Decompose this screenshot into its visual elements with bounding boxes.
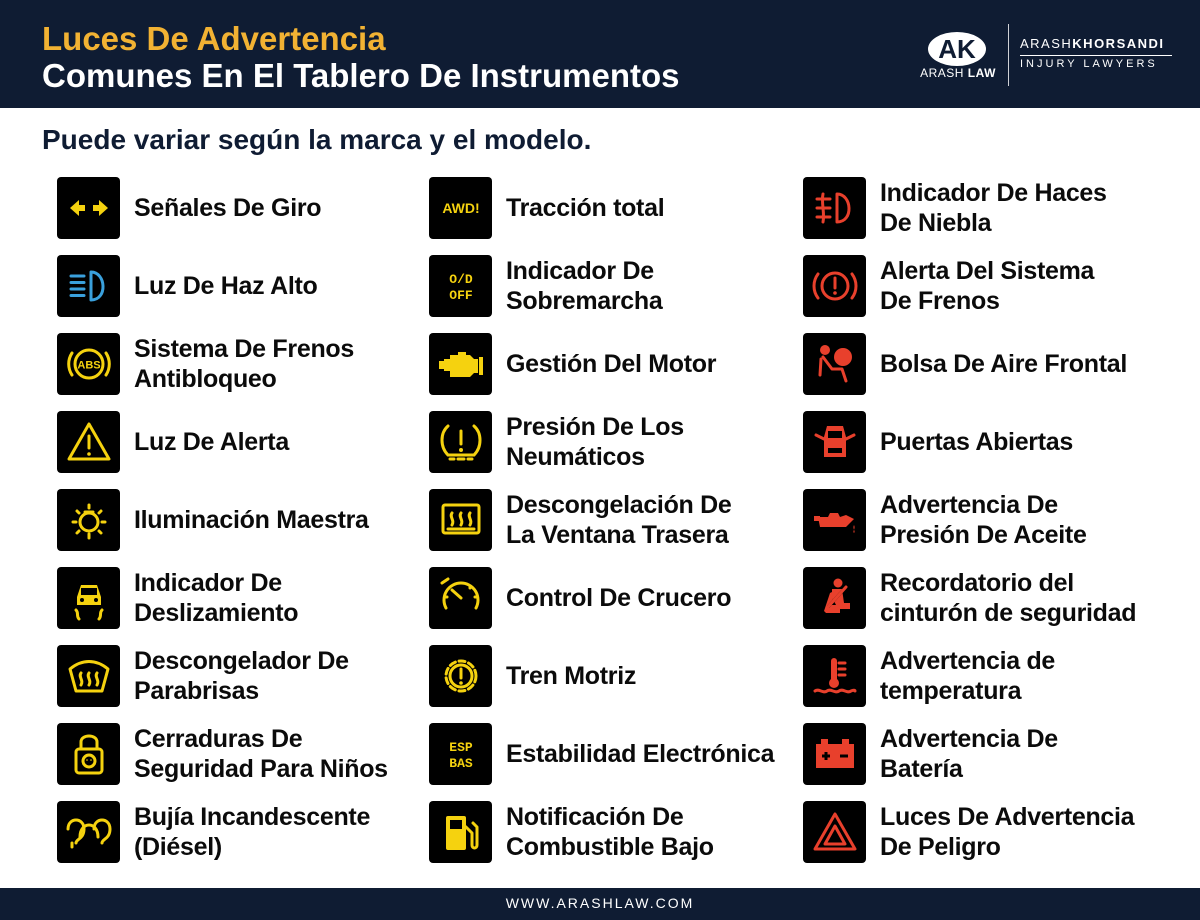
label-line: Advertencia De	[880, 725, 1058, 753]
master-lighting-icon	[57, 489, 120, 551]
label-line: cinturón de seguridad	[880, 599, 1137, 627]
warning-light-item	[429, 254, 663, 318]
label-line: (Diésel)	[134, 833, 222, 861]
label-line: De Peligro	[880, 833, 1001, 861]
awd-icon	[429, 177, 492, 239]
warning-light-label	[134, 646, 349, 706]
label-line: Control De Crucero	[506, 584, 732, 612]
high-beam-icon	[57, 255, 120, 317]
warning-light-label	[880, 178, 1107, 238]
label-line: temperatura	[880, 677, 1022, 705]
warning-light-label	[506, 193, 664, 223]
firm-name-first: ARASH	[1020, 36, 1073, 51]
warning-light-label	[880, 427, 1073, 457]
fog-light-icon	[803, 177, 866, 239]
label-line: Sobremarcha	[506, 287, 663, 315]
battery-icon	[803, 723, 866, 785]
warning-light-label	[880, 802, 1134, 862]
warning-light-item	[429, 410, 684, 474]
skid-icon	[57, 567, 120, 629]
warning-light-label	[134, 271, 317, 301]
engine-icon	[429, 333, 492, 395]
warning-light-item	[57, 566, 298, 630]
label-line: Luz De Haz Alto	[134, 272, 318, 300]
warning-light-label	[506, 349, 716, 379]
windshield-defrost-icon	[57, 645, 120, 707]
turn-signals-icon	[57, 177, 120, 239]
page-title-line1: Luces De Advertencia	[42, 20, 386, 57]
warning-light-item	[57, 800, 370, 864]
label-line: Batería	[880, 755, 963, 783]
glow-plug-icon	[57, 801, 120, 863]
label-line: Alerta Del Sistema	[880, 257, 1095, 285]
label-line: Cerraduras De	[134, 725, 303, 753]
label-line: Puertas Abiertas	[880, 428, 1073, 456]
warning-light-item	[429, 644, 636, 708]
abs-icon	[57, 333, 120, 395]
svg-text:ABS: ABS	[76, 359, 101, 372]
logo-divider	[1008, 24, 1009, 86]
warning-light-item	[429, 800, 714, 864]
page-title-line2: Comunes En El Tablero De Instrumentos	[42, 57, 680, 94]
label-line: Estabilidad Electrónica	[506, 740, 775, 768]
tire-pressure-icon	[429, 411, 492, 473]
warning-light-item	[803, 566, 1136, 630]
label-line: Bolsa De Aire Frontal	[880, 350, 1127, 378]
warning-light-item	[803, 410, 1073, 474]
label-line: Neumáticos	[506, 443, 645, 471]
label-line: Recordatorio del	[880, 569, 1074, 597]
label-line: Indicador De Haces	[880, 179, 1107, 207]
warning-light-label	[880, 724, 1058, 784]
firm-name-last: KHORSANDI	[1072, 36, 1165, 51]
fuel-icon	[429, 801, 492, 863]
label-line: Descongelador De	[134, 647, 349, 675]
warning-light-item	[803, 254, 1094, 318]
warning-light-label	[134, 724, 388, 784]
warning-light-label	[134, 427, 289, 457]
label-line: Presión De Los	[506, 413, 684, 441]
brake-alert-icon	[803, 255, 866, 317]
warning-light-label	[506, 412, 684, 472]
warning-light-label	[880, 646, 1055, 706]
temperature-icon	[803, 645, 866, 707]
label-line: Indicador De	[506, 257, 654, 285]
door-open-icon	[803, 411, 866, 473]
warning-light-label	[134, 802, 370, 862]
label-line: Señales De Giro	[134, 194, 322, 222]
label-line: Notificación De	[506, 803, 684, 831]
label-line: Gestión Del Motor	[506, 350, 717, 378]
warning-light-item	[803, 488, 1087, 552]
rear-defrost-icon	[429, 489, 492, 551]
warning-light-item	[429, 566, 731, 630]
cruise-control-icon	[429, 567, 492, 629]
subtitle: Puede variar según la marca y el modelo.	[42, 124, 592, 155]
label-line: Parabrisas	[134, 677, 259, 705]
ak-logo-mark-text: AK	[938, 34, 976, 64]
svg-text:O/D: O/D	[448, 272, 473, 287]
warning-light-item	[803, 176, 1107, 240]
warning-light-label	[134, 193, 321, 223]
hazard-icon	[803, 801, 866, 863]
warning-light-item	[57, 410, 289, 474]
warning-light-label	[134, 505, 369, 535]
logo-caption-suffix: LAW	[967, 66, 996, 80]
label-line: De Frenos	[880, 287, 1000, 315]
label-line: Combustible Bajo	[506, 833, 714, 861]
label-line: Luces De Advertencia	[880, 803, 1135, 831]
label-line: Tracción total	[506, 194, 665, 222]
warning-light-item	[429, 332, 716, 396]
warning-triangle-icon	[57, 411, 120, 473]
svg-text:BAS: BAS	[448, 756, 473, 771]
warning-light-item	[803, 722, 1058, 786]
esp-bas-icon	[429, 723, 492, 785]
seatbelt-icon	[803, 567, 866, 629]
label-line: Luz De Alerta	[134, 428, 289, 456]
warning-light-label	[134, 568, 298, 628]
label-line: De Niebla	[880, 209, 992, 237]
warning-light-item	[429, 488, 732, 552]
warning-lights-grid	[57, 176, 1200, 876]
label-line: Deslizamiento	[134, 599, 299, 627]
label-line: Iluminación Maestra	[134, 506, 369, 534]
warning-light-item	[57, 488, 369, 552]
overdrive-off-icon	[429, 255, 492, 317]
label-line: Sistema De Frenos	[134, 335, 354, 363]
oil-pressure-icon	[803, 489, 866, 551]
svg-text:OFF: OFF	[448, 288, 473, 303]
label-line: Advertencia De	[880, 491, 1058, 519]
warning-light-label	[506, 661, 636, 691]
label-line: Bujía Incandescente	[134, 803, 371, 831]
warning-light-label	[134, 334, 354, 394]
warning-light-label	[506, 739, 774, 769]
warning-light-item	[803, 644, 1055, 708]
child-lock-icon	[57, 723, 120, 785]
warning-light-label	[880, 490, 1087, 550]
firm-rule	[1020, 55, 1172, 56]
label-line: Descongelación De	[506, 491, 732, 519]
footer-banner	[0, 888, 1200, 920]
svg-text:AWD!: AWD!	[441, 200, 480, 216]
warning-light-item	[429, 176, 664, 240]
label-line: Presión De Aceite	[880, 521, 1087, 549]
warning-light-label	[880, 349, 1127, 379]
warning-light-item	[57, 644, 349, 708]
warning-light-label	[506, 583, 731, 613]
warning-light-label	[880, 256, 1094, 316]
warning-light-label	[880, 568, 1136, 628]
svg-text:ESP: ESP	[448, 740, 473, 755]
warning-light-item	[803, 800, 1134, 864]
powertrain-icon	[429, 645, 492, 707]
warning-light-label	[506, 802, 714, 862]
logo-caption	[918, 66, 998, 80]
warning-light-item	[57, 332, 354, 396]
label-line: Tren Motriz	[506, 662, 637, 690]
label-line: Indicador De	[134, 569, 282, 597]
firm-name	[1020, 36, 1165, 51]
warning-light-label	[506, 490, 732, 550]
label-line: La Ventana Trasera	[506, 521, 729, 549]
logo-caption-prefix: ARASH	[920, 66, 964, 80]
label-line: Antibloqueo	[134, 365, 277, 393]
warning-light-item	[429, 722, 774, 786]
warning-light-item	[57, 254, 317, 318]
header-banner	[0, 0, 1200, 108]
label-line: Advertencia de	[880, 647, 1056, 675]
footer-url: WWW.ARASHLAW.COM	[505, 895, 695, 911]
warning-light-item	[803, 332, 1127, 396]
airbag-icon	[803, 333, 866, 395]
firm-tagline: INJURY LAWYERS	[1020, 58, 1158, 70]
warning-light-label	[506, 256, 663, 316]
warning-light-item	[57, 176, 321, 240]
label-line: Seguridad Para Niños	[134, 755, 388, 783]
warning-light-item	[57, 722, 388, 786]
